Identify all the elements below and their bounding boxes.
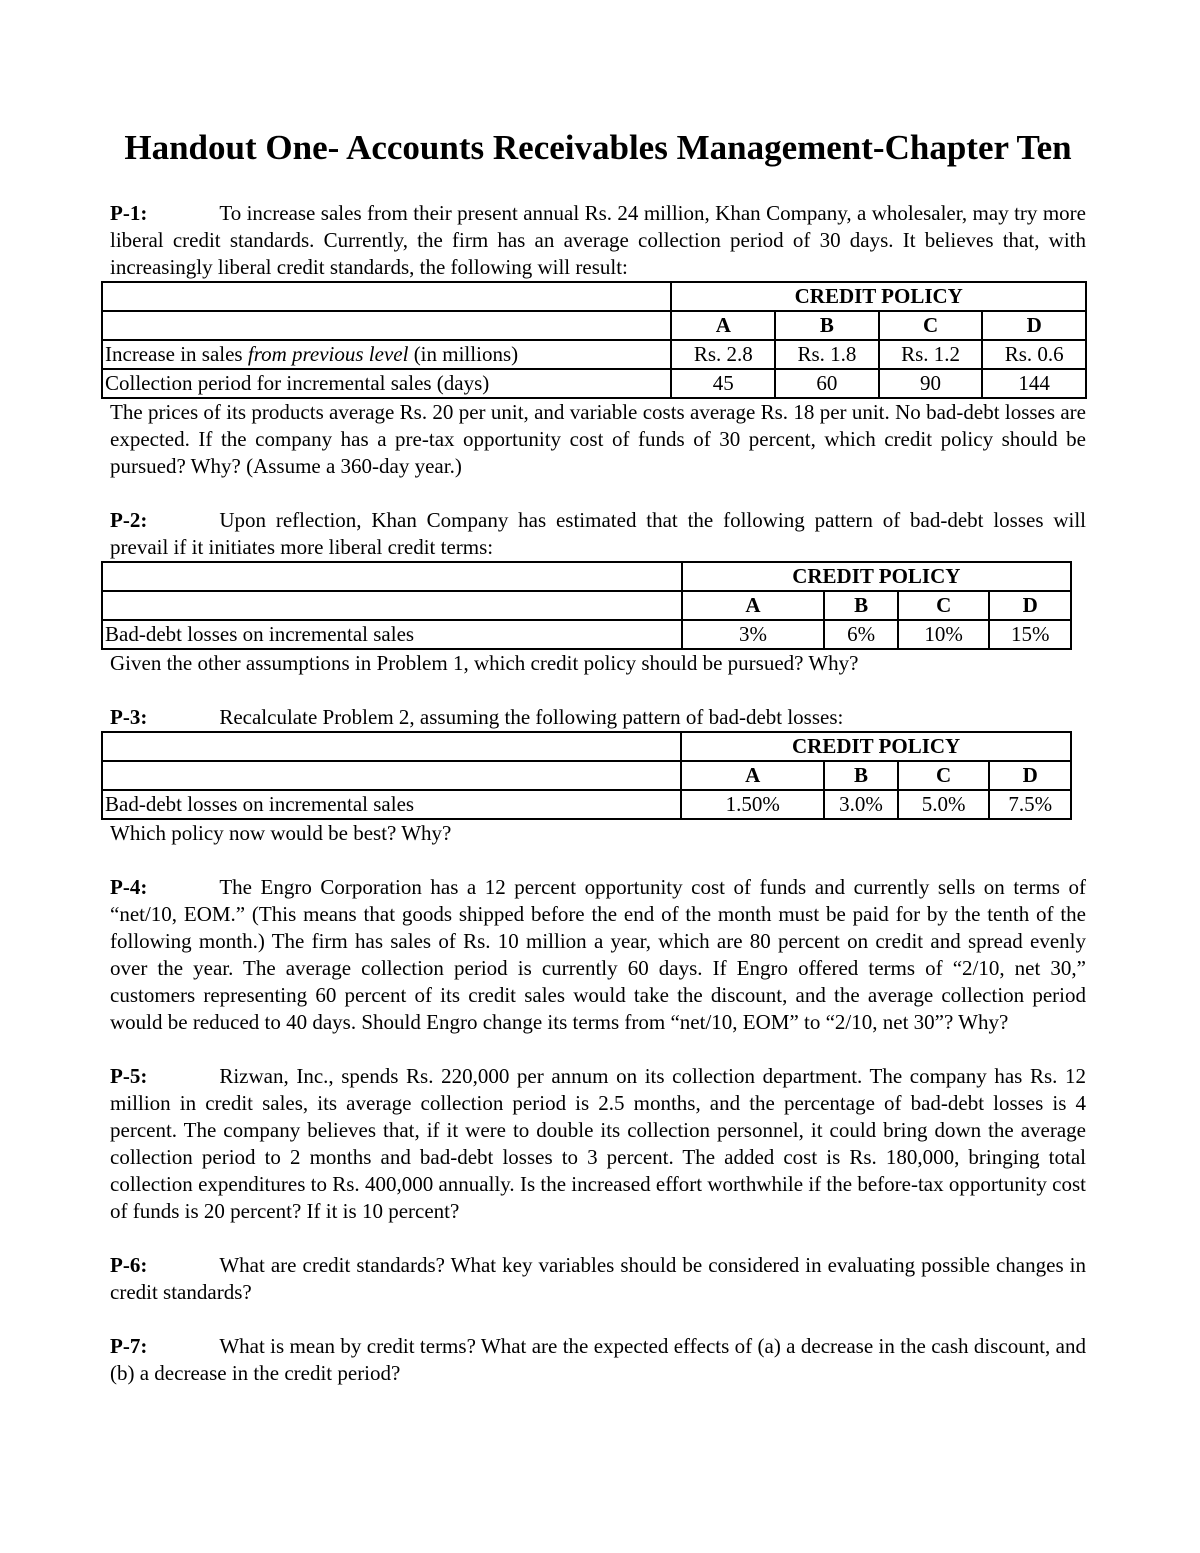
table-cell: 144 (982, 369, 1086, 398)
policy-b-header: B (824, 761, 898, 790)
policy-a-header: A (671, 311, 775, 340)
problem-2-table (101, 561, 1072, 650)
table-row (102, 340, 1086, 369)
credit-policy-header: CREDIT POLICY (682, 562, 1071, 591)
credit-policy-header: CREDIT POLICY (671, 282, 1086, 311)
problem-1-intro (110, 200, 1086, 281)
row-label: Bad-debt losses on incremental sales (102, 790, 681, 819)
table-cell: 15% (989, 620, 1071, 649)
problem-7-label: P-7: (110, 1334, 148, 1358)
policy-b-header: B (775, 311, 879, 340)
problem-2-intro (110, 507, 1086, 561)
policy-a-header: A (682, 591, 825, 620)
table-cell: 5.0% (898, 790, 989, 819)
policy-c-header: C (898, 591, 989, 620)
table-cell: 3.0% (824, 790, 898, 819)
table-cell: 90 (879, 369, 983, 398)
table-cell: 3% (682, 620, 825, 649)
problem-4 (110, 874, 1086, 1036)
problem-4-label: P-4: (110, 875, 148, 899)
problem-1-label: P-1: (110, 201, 148, 225)
table-row (102, 369, 1086, 398)
table-row (102, 620, 1071, 649)
problem-1-text: To increase sales from their present annual Rs. 24 million, Khan Company, a wholesaler, may try more liberal credit standards. Currently, the firm has an average collection period of 30 days. It believes that, with increasingly liberal credit standards, the following will result: (110, 201, 1086, 279)
problem-5-text: Rizwan, Inc., spends Rs. 220,000 per annum on its collection department. The company has Rs. 12 million in credit sales, its average collection period is 2.5 months, and the percentage of bad-debt losses is 4 percent. The company believes that, if it were to double its collection personnel, it could bring down the average collection period to 2 months and bad-debt losses to 3 percent. The added cost is Rs. 180,000, bringing total collection expenditures to Rs. 400,000 annually. Is the increased effort worthwhile if the before-tax opportunity cost of funds is 20 percent? If it is 10 percent? (110, 1064, 1086, 1223)
problem-6-text: What are credit standards? What key variables should be considered in evaluating possible changes in credit standards? (110, 1253, 1086, 1304)
credit-policy-header: CREDIT POLICY (681, 732, 1071, 761)
problem-1-question: The prices of its products average Rs. 20 per unit, and variable costs average Rs. 18 per unit. No bad-debt losses are expected. If the company has a pre-tax opportunity cost of funds of 30 percent, which credit policy should be pursued? Why? (Assume a 360-day year.) (110, 400, 1086, 478)
problem-6-label: P-6: (110, 1253, 148, 1277)
policy-a-header: A (681, 761, 824, 790)
policy-d-header: D (982, 311, 1086, 340)
page-title: Handout One- Accounts Receivables Management-Chapter Ten (124, 128, 1072, 167)
problem-3-label: P-3: (110, 705, 148, 729)
policy-c-header: C (898, 761, 989, 790)
table-row (102, 790, 1071, 819)
table-cell: 10% (898, 620, 989, 649)
problem-5 (110, 1063, 1086, 1225)
problem-3-table (101, 731, 1072, 820)
problem-3-intro (110, 704, 1086, 731)
table-cell: 1.50% (681, 790, 824, 819)
table-cell: 6% (824, 620, 898, 649)
table-cell: 45 (671, 369, 775, 398)
table-cell: 7.5% (989, 790, 1071, 819)
problem-1-table (101, 281, 1087, 399)
policy-d-header: D (989, 591, 1071, 620)
problem-7-text: What is mean by credit terms? What are the expected effects of (a) a decrease in the cash discount, and (b) a decrease in the credit period? (110, 1334, 1086, 1385)
table-cell: Rs. 1.8 (775, 340, 879, 369)
problem-2-text: Upon reflection, Khan Company has estimated that the following pattern of bad-debt losses will prevail if it initiates more liberal credit terms: (110, 508, 1086, 559)
policy-b-header: B (824, 591, 898, 620)
problem-3-question: Which policy now would be best? Why? (110, 821, 452, 845)
row-label: Bad-debt losses on incremental sales (102, 620, 682, 649)
document-page (105, 128, 1086, 1387)
table-cell: Rs. 2.8 (671, 340, 775, 369)
table-cell: 60 (775, 369, 879, 398)
problem-4-text: The Engro Corporation has a 12 percent opportunity cost of funds and currently sells on terms of “net/10, EOM.” (This means that goods shipped before the end of the month must be paid for by the tenth of the following month.) The firm has sales of Rs. 10 million a year, which are 80 percent on credit and spread evenly over the year. The average collection period is currently 60 days. If Engro offered terms of “2/10, net 30,” customers representing 60 percent of its credit sales would take the discount, and the average collection period would be reduced to 40 days. Should Engro change its terms from “net/10, EOM” to “2/10, net 30”? Why? (110, 875, 1086, 1034)
problem-6 (110, 1252, 1086, 1306)
problem-5-label: P-5: (110, 1064, 148, 1088)
problem-2-question: Given the other assumptions in Problem 1, which credit policy should be pursued? Why? (110, 651, 859, 675)
policy-d-header: D (989, 761, 1071, 790)
policy-c-header: C (879, 311, 983, 340)
table-cell: Rs. 1.2 (879, 340, 983, 369)
table-cell: Rs. 0.6 (982, 340, 1086, 369)
row-label: Increase in sales from previous level (in millions) (102, 340, 671, 369)
problem-2-label: P-2: (110, 508, 148, 532)
problem-3-text: Recalculate Problem 2, assuming the following pattern of bad-debt losses: (219, 705, 844, 729)
row-label: Collection period for incremental sales (days) (102, 369, 671, 398)
problem-7 (110, 1333, 1086, 1387)
